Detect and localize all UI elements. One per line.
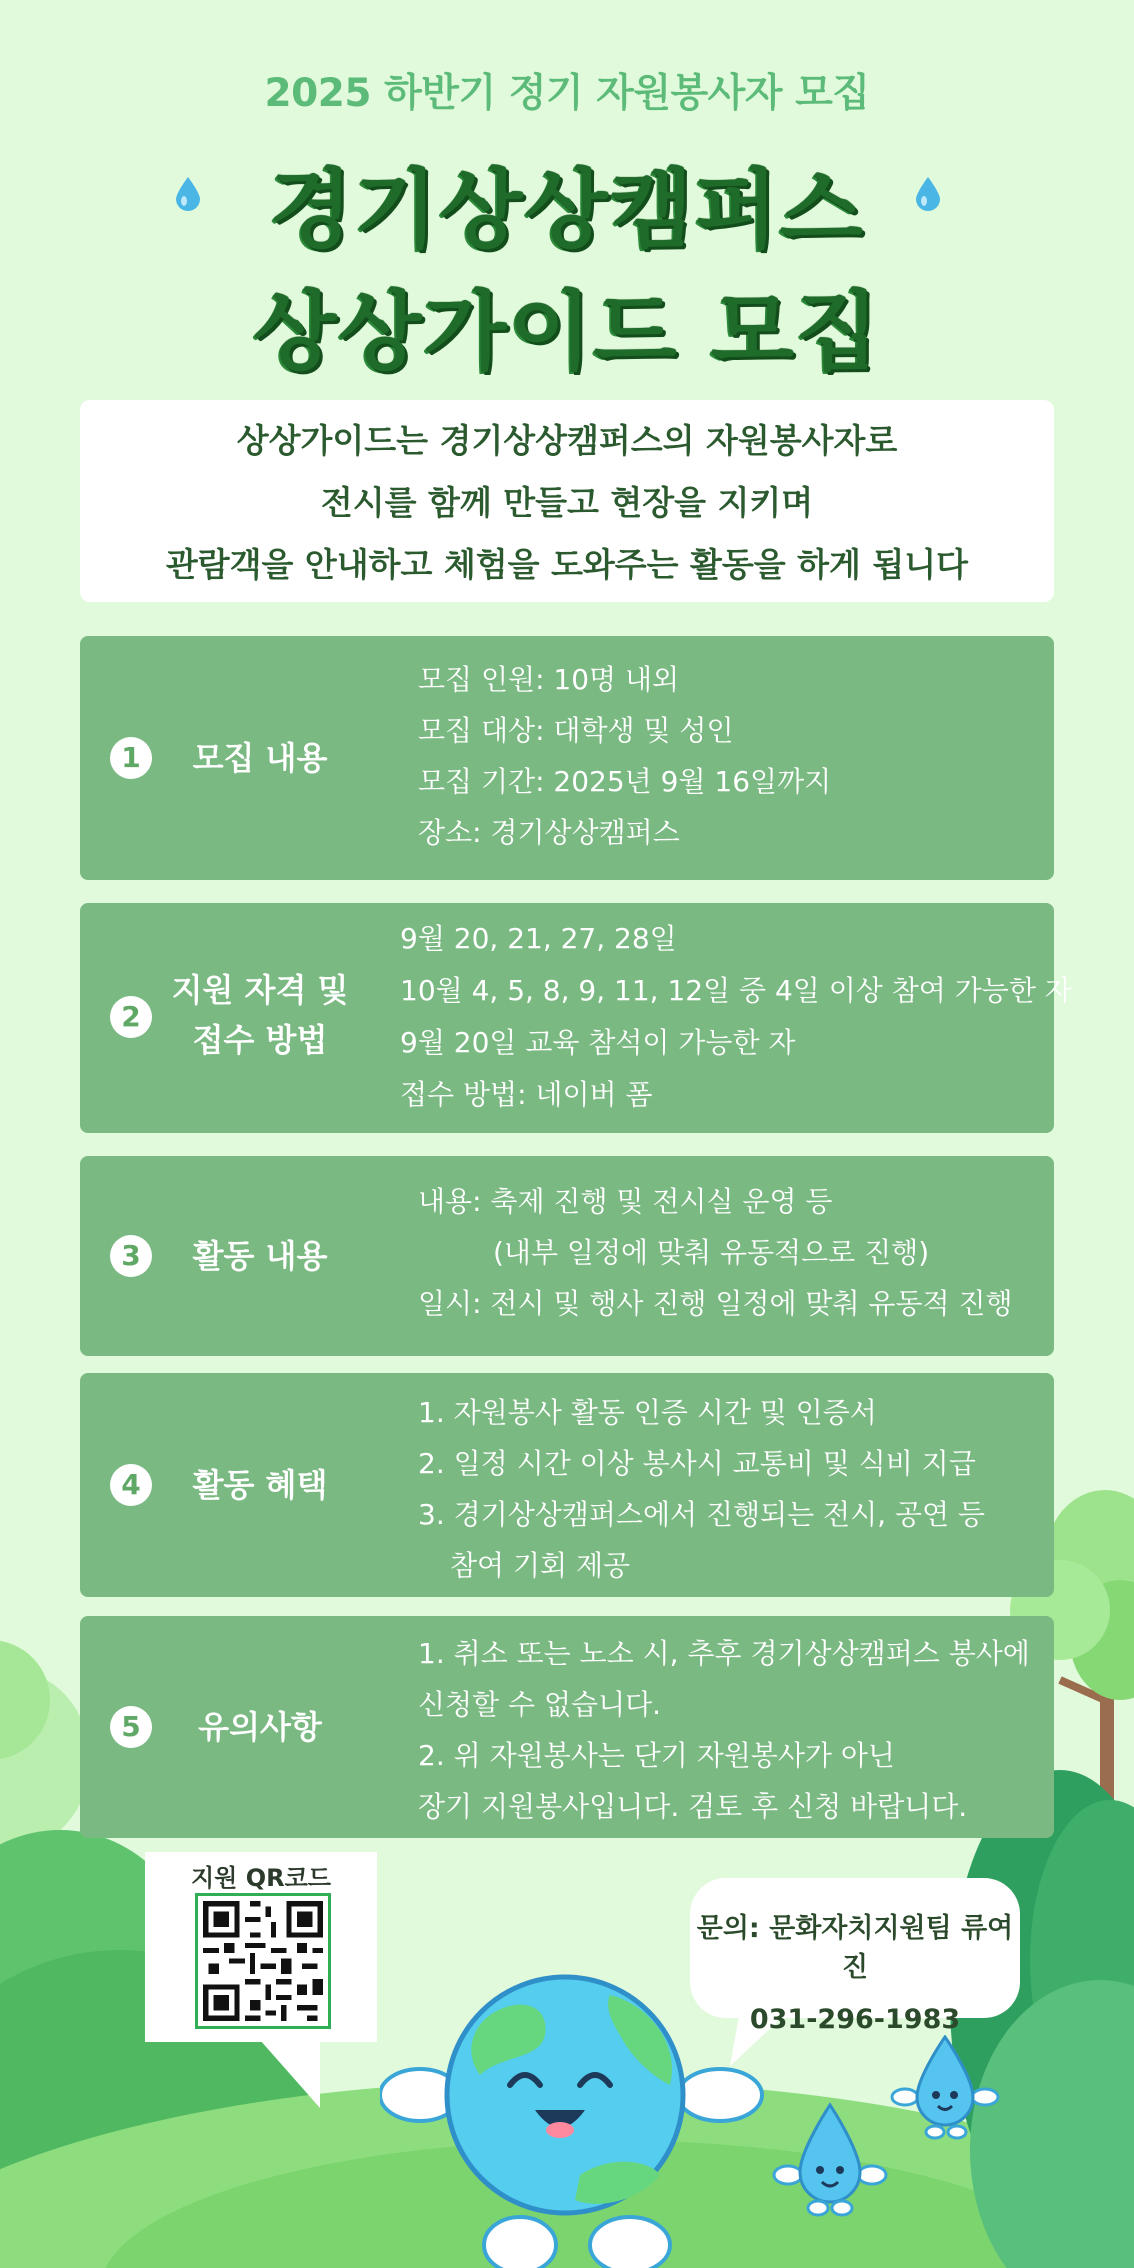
detail-line: 신청할 수 없습니다.: [418, 1688, 662, 1721]
detail-line: 1. 자원봉사 활동 인증 시간 및 인증서: [418, 1396, 877, 1429]
water-drop-mascot-illustration: [770, 2100, 890, 2220]
qr-bubble-tail: [260, 2040, 330, 2110]
contact-phone: 031-296-1983: [749, 2004, 961, 2035]
detail-line: 2. 위 자원봉사는 단기 자원봉사가 아닌: [418, 1739, 895, 1772]
detail-line: 장기 지원봉사입니다. 검토 후 신청 바랍니다.: [418, 1790, 968, 1823]
section-recruitment: [80, 636, 1054, 880]
detail-line: 내용: 축제 진행 및 전시실 운영 등: [418, 1185, 833, 1218]
detail-line: 2. 일정 시간 이상 봉사시 교통비 및 식비 지급: [418, 1447, 976, 1480]
detail-line: 3. 경기상상캠퍼스에서 진행되는 전시, 공연 등: [418, 1498, 985, 1531]
qr-code-icon[interactable]: [195, 1893, 331, 2029]
detail-line: 접수 방법: 네이버 폼: [400, 1078, 653, 1111]
detail-line: 장소: 경기상상캠퍼스: [418, 816, 680, 849]
main-title-line2: 상상가이드 모집: [253, 282, 881, 382]
detail-line: 모집 기간: 2025년 9월 16일까지: [418, 765, 832, 798]
section-details: [418, 1176, 1013, 1329]
section-notes: [80, 1616, 1054, 1838]
section-details: [400, 913, 1072, 1121]
section-number-badge: 2: [110, 996, 152, 1038]
section-title: 유의사항: [198, 1708, 322, 1746]
detail-line: (내부 일정에 맞춰 유동적으로 진행): [493, 1236, 930, 1269]
section-number-badge: 1: [110, 737, 152, 779]
section-benefits: [80, 1373, 1054, 1597]
detail-line: 9월 20일 교육 참석이 가능한 자: [400, 1026, 796, 1059]
detail-line: 1. 취소 또는 노소 시, 추후 경기상상캠퍼스 봉사에: [418, 1637, 1030, 1670]
section-details: [418, 1387, 985, 1591]
section-title: 모집 내용: [192, 739, 328, 777]
section-number-badge: 3: [110, 1235, 152, 1277]
intro-line: 상상가이드는 경기상상캠퍼스의 자원봉사자로: [236, 421, 898, 460]
section-number-badge: 4: [110, 1464, 152, 1506]
detail-line: 10월 4, 5, 8, 9, 11, 12일 중 4일 이상 참여 가능한 자: [400, 974, 1072, 1007]
section-eligibility: [80, 903, 1072, 1133]
contact-person: 문의: 문화자치지원팀 류여진: [696, 1913, 1014, 1983]
detail-line: 모집 인원: 10명 내외: [418, 663, 680, 696]
main-title-line1: 경기상상캠퍼스: [269, 160, 865, 260]
section-title-line: 접수 방법: [192, 1021, 328, 1059]
detail-line: 모집 대상: 대학생 및 성인: [418, 714, 734, 747]
section-details: [418, 654, 831, 858]
intro-line: 관람객을 안내하고 체험을 도와주는 활동을 하게 됩니다: [165, 545, 969, 584]
section-title: [155, 965, 365, 1065]
section-title-line: 지원 자격 및: [171, 971, 349, 1009]
earth-mascot-illustration: [380, 1945, 800, 2268]
intro-box: [80, 400, 1054, 602]
section-number-badge: 5: [110, 1706, 152, 1748]
section-details: [418, 1628, 1030, 1832]
water-drop-mascot-illustration: [885, 2035, 1005, 2145]
detail-line: 일시: 전시 및 행사 진행 일정에 맞춰 유동적 진행: [418, 1287, 1013, 1320]
intro-line: 전시를 함께 만들고 현장을 지키며: [320, 483, 814, 522]
detail-line: 참여 기회 제공: [450, 1549, 631, 1582]
section-activities: [80, 1156, 1054, 1356]
section-title: 활동 내용: [192, 1237, 328, 1275]
qr-label: 지원 QR코드: [191, 1864, 331, 1892]
section-title: 활동 혜택: [192, 1466, 328, 1504]
recruit-subtitle: 2025 하반기 정기 자원봉사자 모집: [264, 71, 870, 116]
detail-line: 9월 20, 21, 27, 28일: [400, 922, 677, 955]
